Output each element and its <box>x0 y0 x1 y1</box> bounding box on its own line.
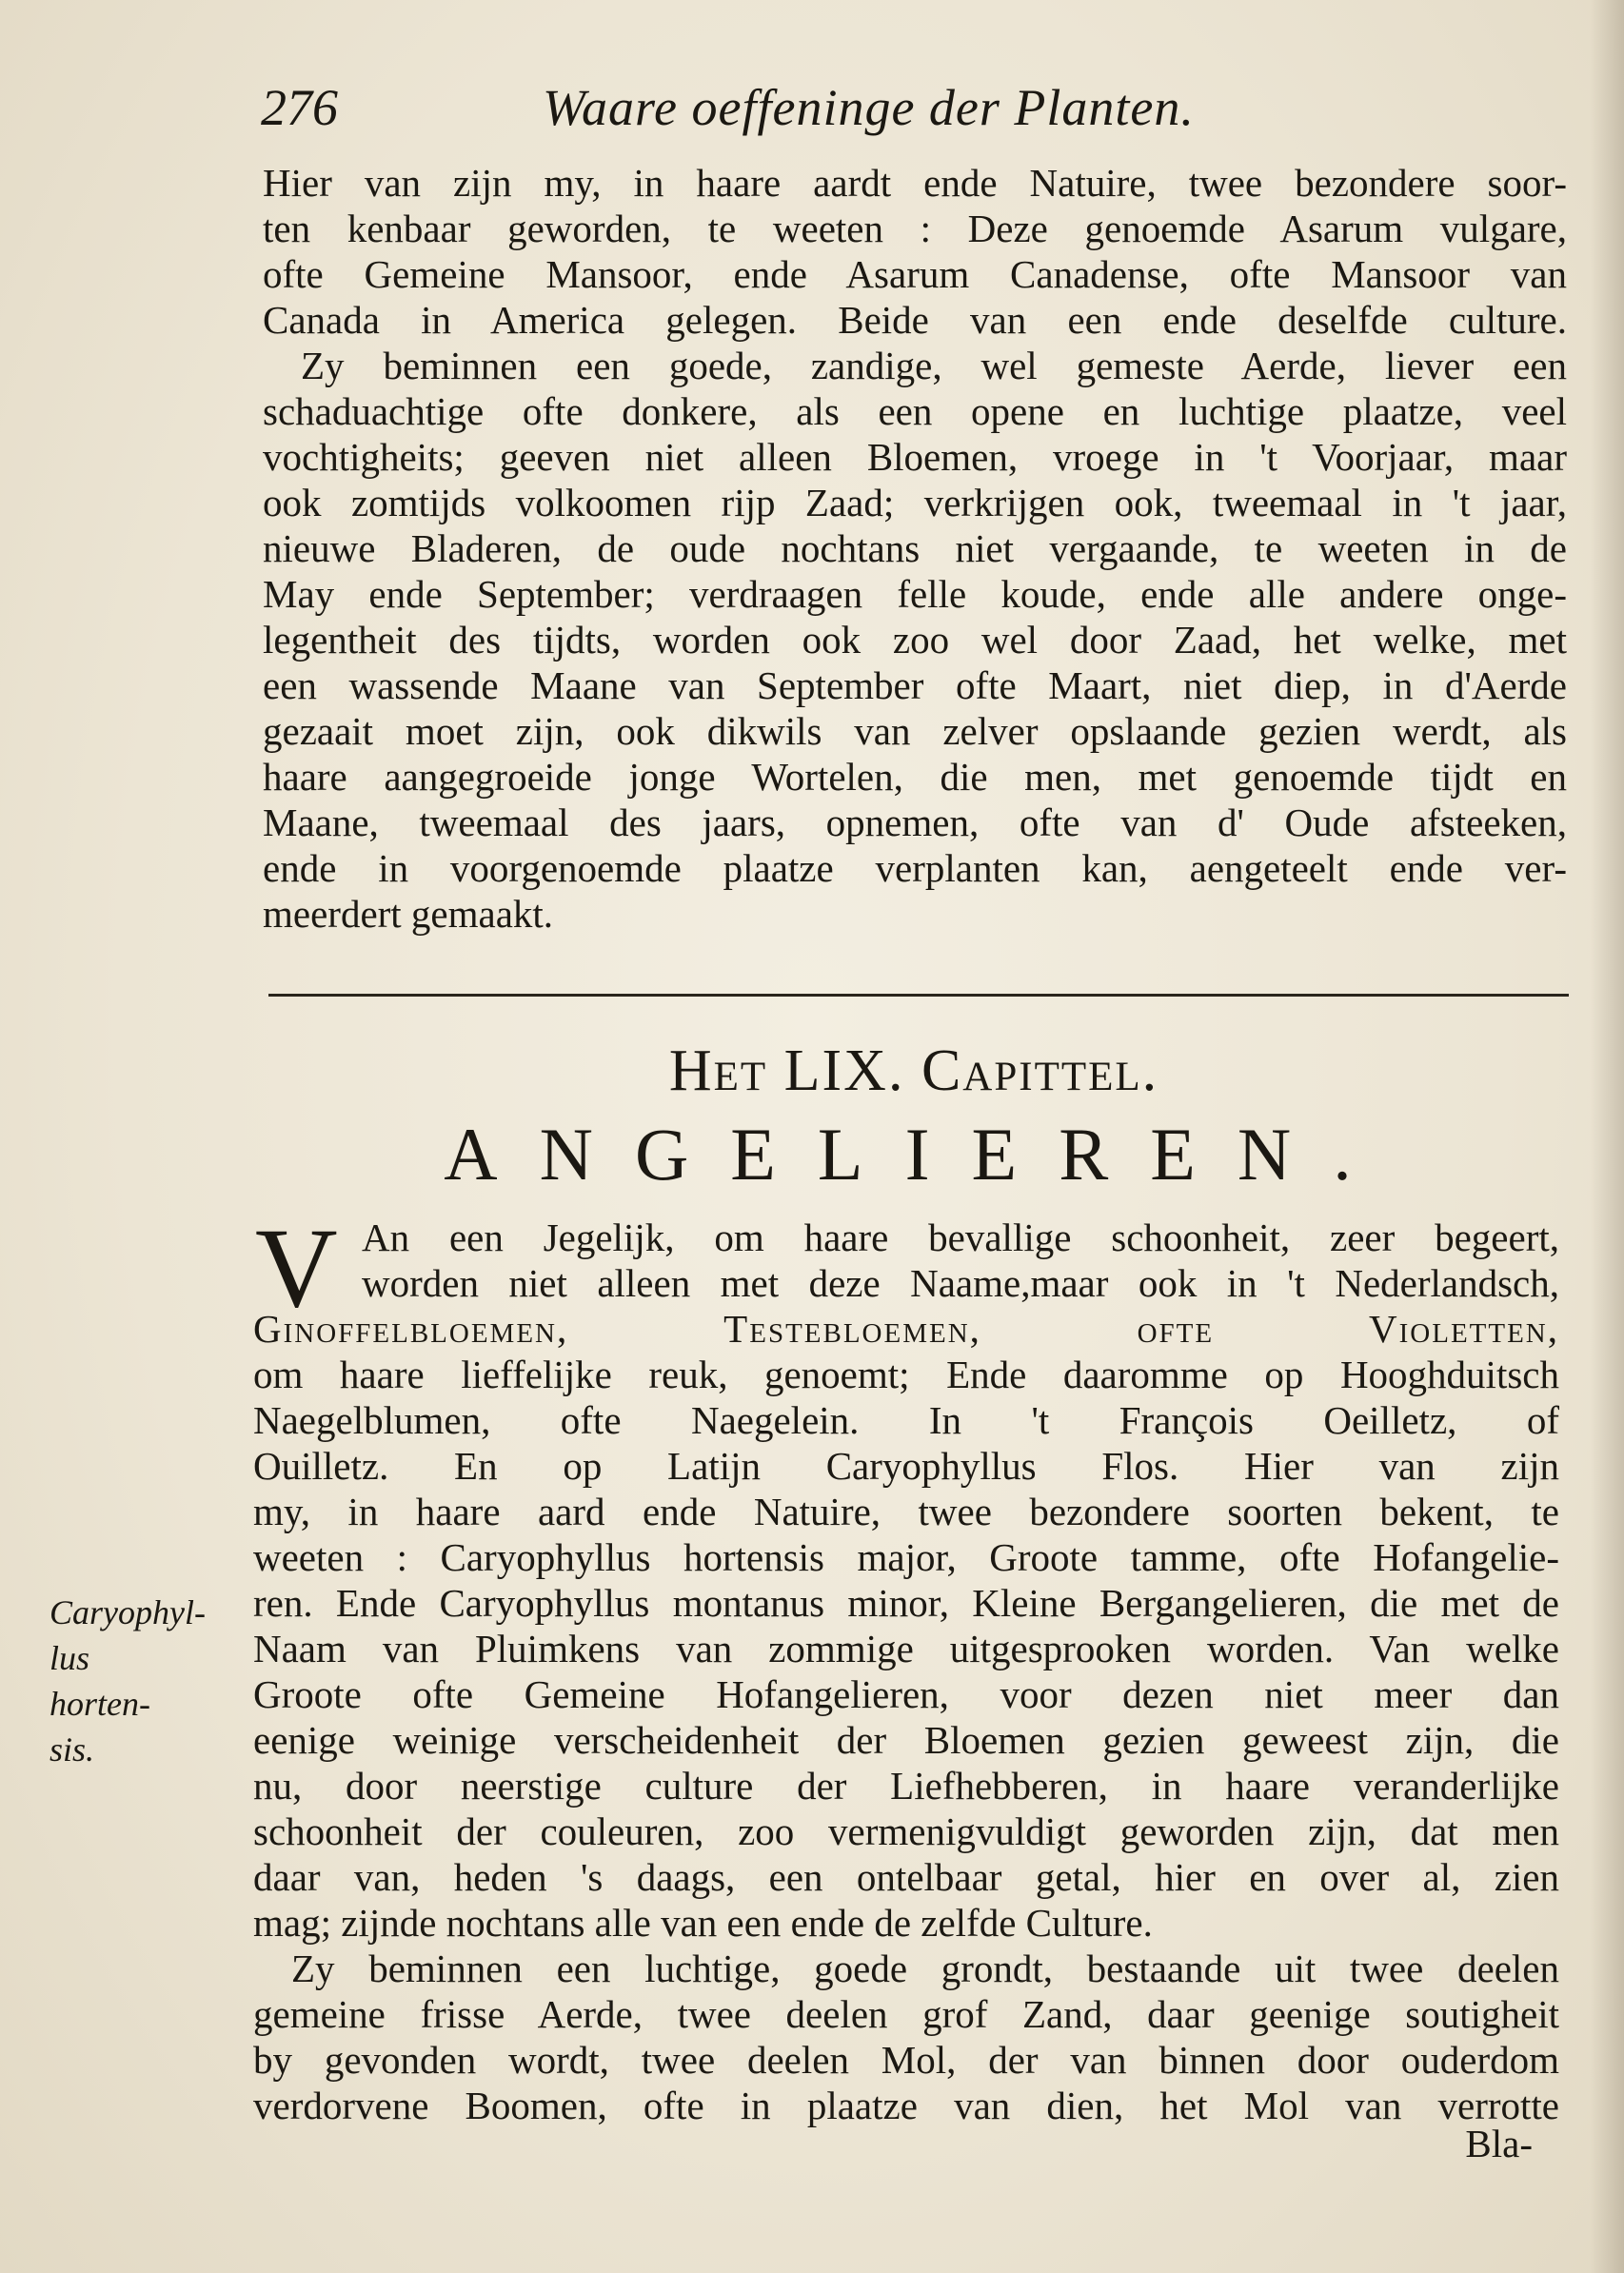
text-line: mag; zijnde nochtans alle van een ende de zelfde Culture. <box>253 1901 1153 1945</box>
text-line: ook zomtijds volkoomen rijp Zaad; verkrijgen ook, tweemaal in 't jaar, <box>263 481 1567 524</box>
text-line: Hier van zijn my, in haare aardt ende Natuire, twee bezondere soor- <box>263 161 1567 205</box>
text-line: Groote ofte Gemeine Hofangelieren, voor dezen niet meer dan <box>253 1672 1559 1716</box>
text-line: schaduachtige ofte donkere, als een opene en luchtige plaatze, veel <box>263 389 1567 433</box>
first-lines <box>362 1215 1559 1306</box>
text-line: nieuwe Bladeren, de oude nochtans niet vergaande, te weeten in de <box>263 526 1567 570</box>
text-line: Zy beminnen een goede, zandige, wel gemeste Aerde, liever een <box>301 344 1567 387</box>
text-line: Zy beminnen een luchtige, goede grondt, bestaande uit twee deelen <box>291 1947 1559 1990</box>
text-line: my, in haare aard ende Natuire, twee bezondere soorten bekent, te <box>253 1490 1559 1533</box>
text-line: ende in voorgenoemde plaatze verplanten kan, aengeteelt ende ver- <box>263 846 1567 890</box>
running-title: Waare oeffeninge der Planten. <box>543 79 1195 136</box>
text-line: nu, door neerstige culture der Liefhebberen, in haare veranderlijke <box>253 1764 1559 1808</box>
text-line: ten kenbaar geworden, te weeten : Deze genoemde Asarum vulgare, <box>263 207 1567 250</box>
text-line: May ende September; verdraagen felle koude, ende alle andere onge- <box>263 572 1567 616</box>
text-line: meerdert gemaakt. <box>263 892 554 936</box>
text-line: Maane, tweemaal des jaars, opnemen, ofte van d' Oude afsteeken, <box>263 800 1567 844</box>
text-line: vochtigheits; geeven niet alleen Bloemen, vroege in 't Voorjaar, maar <box>263 435 1567 479</box>
running-head <box>261 78 1270 139</box>
section-asarum <box>263 160 1567 937</box>
text-line: gemeine frisse Aerde, twee deelen grof Zand, daar geenige soutigheit <box>253 1992 1559 2036</box>
text-line: worden niet alleen met deze Naame,maar ook in 't Nederlandsch, <box>362 1261 1559 1305</box>
text-line: haare aangegroeide jonge Wortelen, die men, met genoemde tijdt en <box>263 755 1567 799</box>
text-line: om haare lieffelijke reuk, genoemt; Ende daaromme op Hooghduitsch <box>253 1353 1559 1396</box>
page-number: 276 <box>261 79 338 136</box>
text-line: daar van, heden 's daags, een ontelbaar getal, hier en over al, zien <box>253 1855 1559 1899</box>
margin-note: Caryophyl- lus horten- sis. <box>50 1593 206 1769</box>
text-line: weeten : Caryophyllus hortensis major, Groote tamme, ofte Hofangelie- <box>253 1535 1559 1579</box>
text-line: Ouilletz. En op Latijn Caryophyllus Flos. Hier van zijn <box>253 1444 1559 1488</box>
text-line: eenige weinige verscheidenheit der Bloemen gezien geweest zijn, die <box>253 1718 1559 1762</box>
catchword: Bla- <box>1465 2122 1533 2165</box>
text-line: Canada in America gelegen. Beide van een ende deselfde culture. <box>263 298 1567 342</box>
text-line: schoonheit der couleuren, zoo vermenigvuldigt geworden zijn, dat men <box>253 1809 1559 1853</box>
text-line: Naegelblumen, ofte Naegelein. In 't François Oeilletz, of <box>253 1398 1559 1442</box>
chapter-title: ANGELIEREN. <box>444 1113 1394 1196</box>
text-line: verdorvene Boomen, ofte in plaatze van dien, het Mol van verrotte <box>253 2084 1559 2127</box>
text-line: een wassende Maane van September ofte Maart, niet diep, in d'Aerde <box>263 663 1567 707</box>
drop-cap: V <box>255 1204 338 1331</box>
text-line: Naam van Pluimkens van zommige uitgesprooken worden. Van welke <box>253 1627 1559 1670</box>
chapter-heading: Het LIX. Capittel. <box>668 1038 1159 1103</box>
text-line: legentheit des tijdts, worden ook zoo wel door Zaad, het welke, met <box>263 618 1567 662</box>
text-line: Ginoffelbloemen, Testebloemen, ofte Violetten, <box>253 1307 1559 1351</box>
text-line: An een Jegelijk, om haare bevallige schoonheit, zeer begeert, <box>362 1216 1559 1259</box>
text-line: ofte Gemeine Mansoor, ende Asarum Canadense, ofte Mansoor van <box>263 252 1567 296</box>
section-divider <box>268 994 1569 997</box>
page-edge-shadow <box>1590 0 1624 2273</box>
text-line: ren. Ende Caryophyllus montanus minor, Kleine Bergangelieren, die met de <box>253 1581 1559 1625</box>
text-line: by gevonden wordt, twee deelen Mol, der van binnen door ouderdom <box>253 2038 1559 2082</box>
section-angelieren <box>253 1306 1559 2128</box>
text-line: gezaait moet zijn, ook dikwils van zelver opslaande gezien werdt, als <box>263 709 1567 753</box>
